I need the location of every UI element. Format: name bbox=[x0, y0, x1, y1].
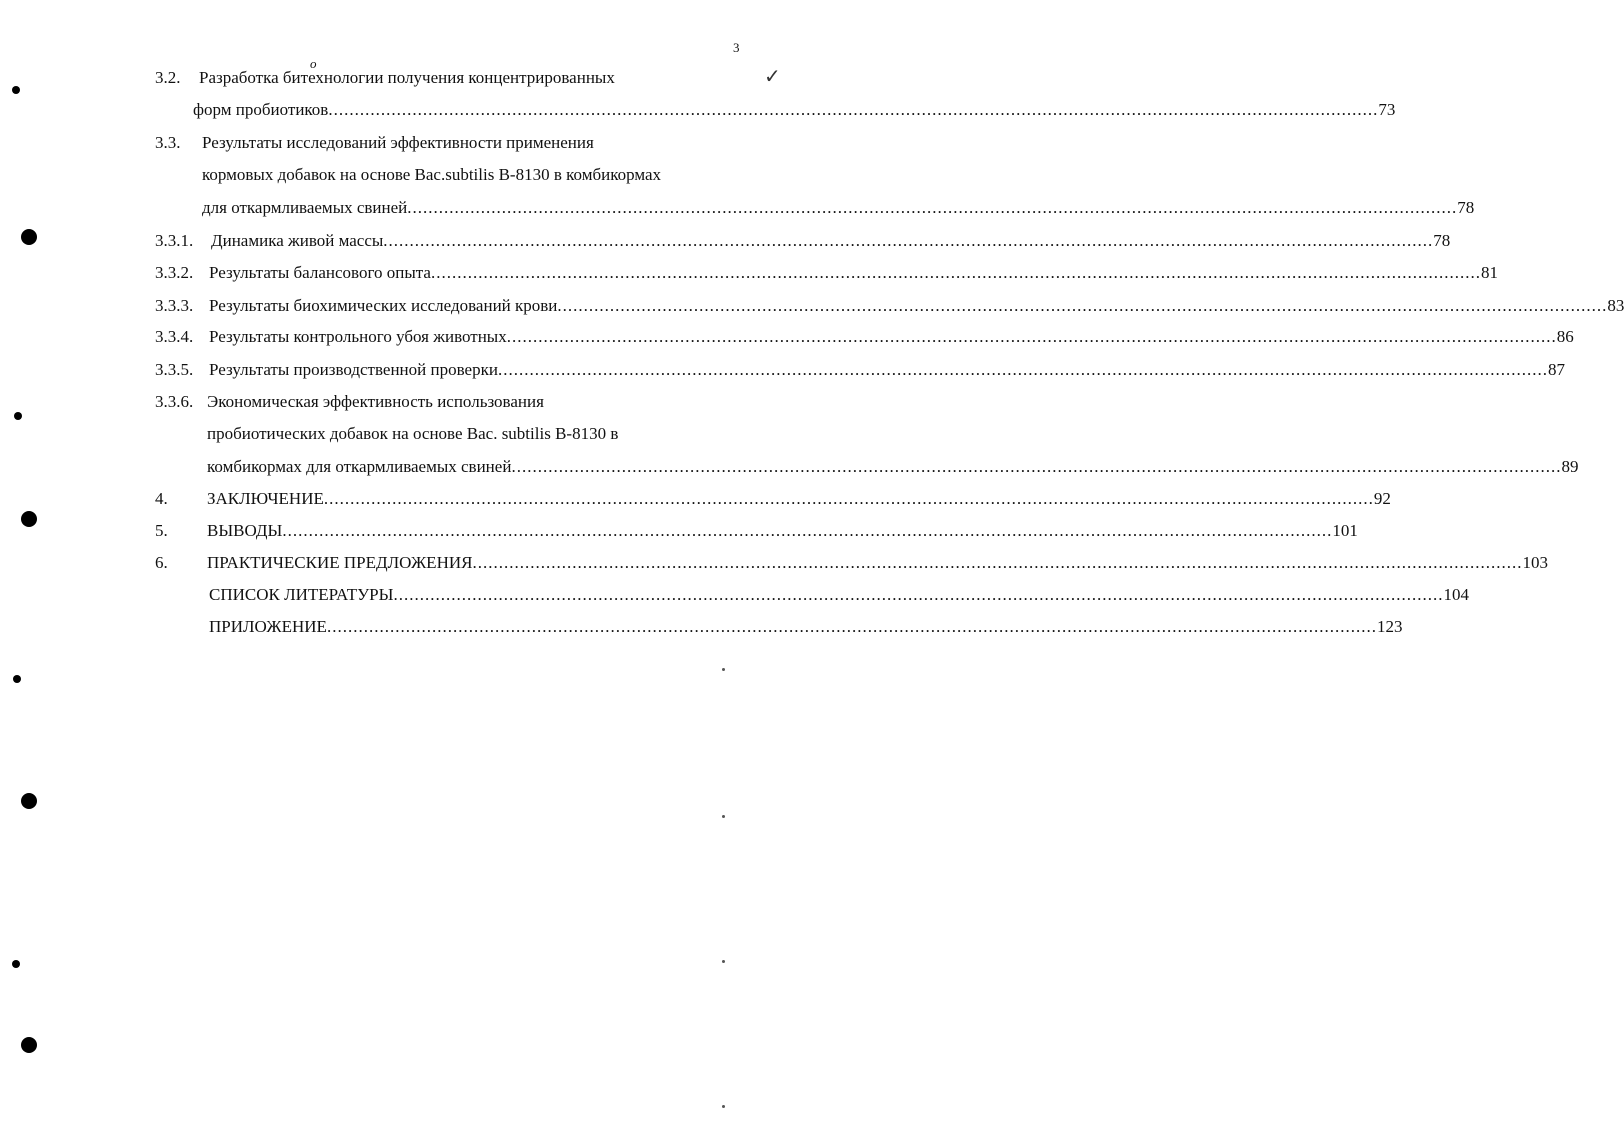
toc-title: ПРАКТИЧЕСКИЕ ПРЕДЛОЖЕНИЯ bbox=[207, 553, 473, 572]
toc-title: ПРИЛОЖЕНИЕ bbox=[209, 617, 327, 636]
toc-leader-dots: ........................................................................................................................................................................................................ bbox=[323, 489, 1374, 508]
punch-hole bbox=[21, 229, 37, 245]
toc-leader-dots: ........................................................................................................................................................................................................ bbox=[557, 296, 1608, 315]
punch-mark bbox=[12, 960, 20, 968]
punch-mark bbox=[13, 675, 21, 683]
toc-entry bbox=[199, 68, 615, 88]
toc-page-number: 78 bbox=[1433, 231, 1451, 250]
toc-title: СПИСОК ЛИТЕРАТУРЫ bbox=[209, 585, 394, 604]
toc-leader-dots: ........................................................................................................................................................................................................ bbox=[472, 553, 1523, 572]
toc-entry bbox=[202, 165, 661, 185]
toc-page-number: 81 bbox=[1480, 263, 1498, 282]
toc-page-number: 101 bbox=[1332, 521, 1358, 540]
toc-title: Результаты контрольного убоя животных bbox=[209, 327, 507, 346]
toc-leader-dots: ........................................................................................................................................................................................................ bbox=[393, 585, 1444, 604]
toc-title: Динамика живой массы bbox=[211, 231, 384, 250]
toc-page-number: 104 bbox=[1443, 585, 1469, 604]
toc-entry bbox=[207, 553, 1548, 573]
toc-page-number: 87 bbox=[1547, 360, 1565, 379]
toc-title: форм пробиотиков bbox=[193, 100, 329, 119]
toc-number: 3.3.2. bbox=[155, 263, 194, 282]
toc-title: для откармливаемых свиней bbox=[202, 198, 408, 217]
toc-number: 3.3.1. bbox=[155, 231, 194, 250]
toc-page-number: 103 bbox=[1522, 553, 1548, 572]
punch-hole bbox=[21, 511, 37, 527]
punch-mark bbox=[12, 86, 20, 94]
toc-entry bbox=[207, 424, 618, 444]
toc-title: Результаты балансового опыта bbox=[209, 263, 431, 282]
toc-entry bbox=[193, 100, 1396, 120]
toc-leader-dots: ........................................................................................................................................................................................................ bbox=[326, 617, 1377, 636]
toc-page-number: 73 bbox=[1378, 100, 1396, 119]
punch-hole bbox=[21, 793, 37, 809]
speck bbox=[722, 960, 725, 963]
toc-number: 4. bbox=[155, 489, 168, 508]
toc-leader-dots: ........................................................................................................................................................................................................ bbox=[511, 457, 1562, 476]
toc-entry bbox=[209, 360, 1565, 380]
toc-entry bbox=[207, 392, 544, 412]
toc-entry bbox=[207, 457, 1579, 477]
toc-title: Разработка битехнологии получения концентрированных bbox=[199, 68, 615, 87]
toc-entry bbox=[209, 617, 1403, 637]
page-number: 3 bbox=[733, 40, 740, 55]
toc-entry bbox=[209, 585, 1469, 605]
check-mark-icon: ✓ bbox=[764, 66, 781, 88]
speck bbox=[722, 815, 725, 818]
toc-page-number: 78 bbox=[1457, 198, 1475, 217]
toc-page-number: 86 bbox=[1556, 327, 1574, 346]
toc-entry bbox=[207, 521, 1358, 541]
handwritten-correction: о bbox=[310, 56, 317, 71]
toc-title: пробиотических добавок на основе Bac. subtilis B-8130 в bbox=[207, 424, 619, 443]
toc-number: 6. bbox=[155, 553, 168, 572]
toc-leader-dots: ........................................................................................................................................................................................................ bbox=[328, 100, 1379, 119]
toc-number: 5. bbox=[155, 521, 168, 540]
toc-title: Результаты производственной проверки bbox=[209, 360, 498, 379]
toc-title: ВЫВОДЫ bbox=[207, 521, 283, 540]
toc-title: Экономическая эффективность использования bbox=[207, 392, 544, 411]
toc-leader-dots: ........................................................................................................................................................................................................ bbox=[383, 231, 1434, 250]
toc-title: Результаты исследований эффективности применения bbox=[202, 133, 594, 152]
toc-number: 3.3.3. bbox=[155, 296, 194, 315]
toc-number: 3.3.6. bbox=[155, 392, 194, 411]
toc-page-number: 123 bbox=[1376, 617, 1403, 636]
toc-entry bbox=[209, 263, 1498, 283]
toc-leader-dots: ........................................................................................................................................................................................................ bbox=[407, 198, 1458, 217]
toc-entry bbox=[202, 133, 594, 153]
toc-title: Результаты биохимических исследований крови bbox=[209, 296, 558, 315]
toc-page-number: 92 bbox=[1373, 489, 1391, 508]
toc-title: кормовых добавок на основе Bac.subtilis B-8130 в комбикормах bbox=[202, 165, 662, 184]
toc-entry bbox=[209, 296, 1624, 316]
toc-title: ЗАКЛЮЧЕНИЕ bbox=[207, 489, 324, 508]
toc-number: 3.3. bbox=[155, 133, 181, 152]
toc-leader-dots: ........................................................................................................................................................................................................ bbox=[506, 327, 1557, 346]
toc-leader-dots: ........................................................................................................................................................................................................ bbox=[282, 521, 1333, 540]
toc-title: комбикормах для откармливаемых свиней bbox=[207, 457, 512, 476]
toc-leader-dots: ........................................................................................................................................................................................................ bbox=[497, 360, 1548, 379]
toc-number: 3.3.5. bbox=[155, 360, 194, 379]
punch-hole bbox=[21, 1037, 37, 1053]
toc-leader-dots: ........................................................................................................................................................................................................ bbox=[430, 263, 1481, 282]
toc-entry bbox=[202, 198, 1475, 218]
punch-mark bbox=[14, 412, 22, 420]
toc-page-number: 83 bbox=[1607, 296, 1624, 315]
toc-entry bbox=[209, 327, 1574, 347]
toc-number: 3.3.4. bbox=[155, 327, 194, 346]
toc-entry bbox=[207, 489, 1391, 509]
toc-number: 3.2. bbox=[155, 68, 181, 87]
speck bbox=[722, 668, 725, 671]
toc-entry bbox=[211, 231, 1451, 251]
toc-page-number: 89 bbox=[1561, 457, 1579, 476]
speck bbox=[722, 1105, 725, 1108]
